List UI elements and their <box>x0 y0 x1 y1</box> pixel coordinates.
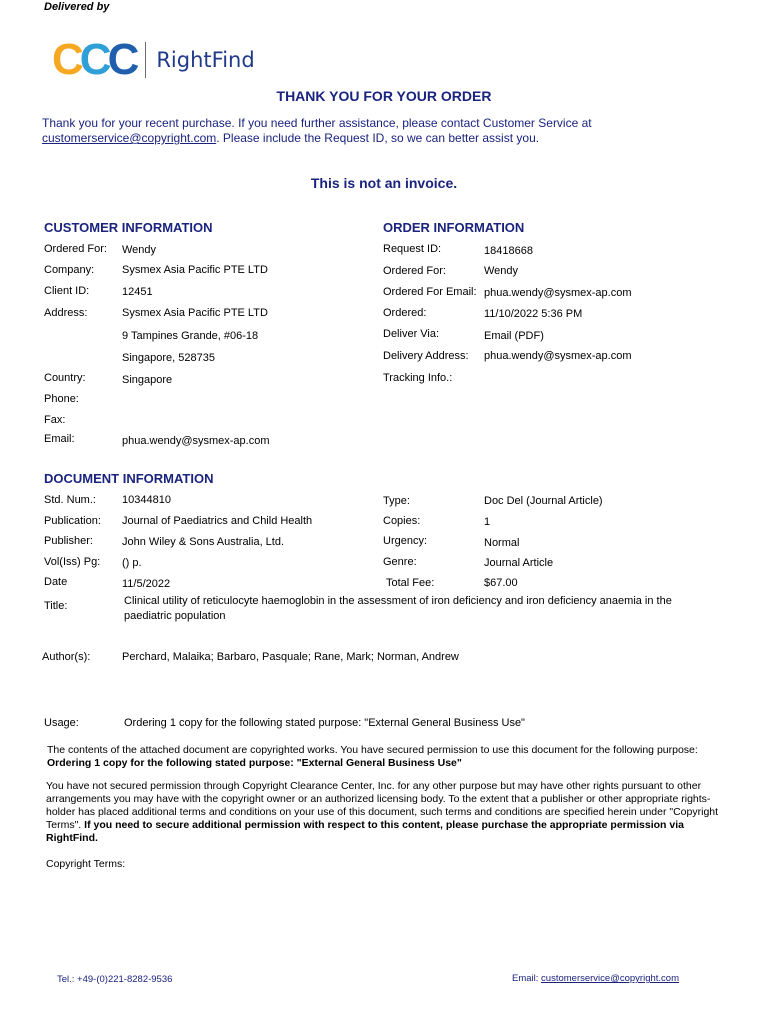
notice-purpose-bold: Ordering 1 copy for the following stated purpose: "External General Business Use" <box>47 757 462 769</box>
footer-email-link[interactable]: customerservice@copyright.com <box>541 973 679 984</box>
footer-telephone: Tel.: +49-(0)221-8282-9536 <box>57 974 173 985</box>
type-value: Doc Del (Journal Article) <box>484 495 603 507</box>
notice-rightfind-bold: If you need to secure additional permission with respect to this content, please purchase the appropriate permission via RightFind. <box>46 819 684 844</box>
copyright-permission-notice <box>47 744 715 770</box>
additional-permission-notice <box>46 780 730 845</box>
copies-label: Copies: <box>383 515 421 527</box>
total-fee-value: $67.00 <box>484 577 518 589</box>
ordered-date-label: Ordered: <box>383 307 427 319</box>
client-id-label: Client ID: <box>44 285 90 297</box>
tracking-info-label: Tracking Info.: <box>383 372 453 384</box>
intro-paragraph <box>42 116 732 146</box>
company-label: Company: <box>44 264 95 276</box>
fax-label: Fax: <box>44 414 66 426</box>
authors-label: Author(s): <box>42 651 91 663</box>
std-num-label: Std. Num.: <box>44 494 96 506</box>
genre-value: Journal Article <box>484 557 554 569</box>
title-label: Title: <box>44 600 68 612</box>
notice-text: The contents of the attached document are copyrighted works. You have secured permission to use this document for the following purpose: <box>47 744 698 756</box>
genre-label: Genre: <box>383 556 417 568</box>
country-value: Singapore <box>122 374 173 386</box>
address-line-3: Singapore, 528735 <box>122 352 215 364</box>
authors-value: Perchard, Malaika; Barbaro, Pasquale; Rane, Mark; Norman, Andrew <box>122 651 459 663</box>
not-invoice-notice: This is not an invoice. <box>310 175 458 191</box>
vol-iss-pg-value: () p. <box>122 557 142 569</box>
delivery-address-label: Delivery Address: <box>383 350 469 362</box>
date-label: Date <box>44 576 68 588</box>
ordered-for-email-label: Ordered For Email: <box>383 286 477 298</box>
copies-value: 1 <box>484 516 491 528</box>
document-title-value <box>124 594 724 624</box>
urgency-value: Normal <box>484 537 520 549</box>
address-line-2: 9 Tampines Grande, #06-18 <box>122 330 259 342</box>
intro-text-rest: . Please include the Request ID, so we can better assist you. <box>216 131 540 145</box>
request-id-value: 18418668 <box>484 245 533 257</box>
deliver-via-value: Email (PDF) <box>484 330 544 342</box>
ccc-logo-mark: C C C <box>52 35 136 84</box>
publisher-label: Publisher: <box>44 535 93 547</box>
customer-service-email-link[interactable]: customerservice@copyright.com <box>42 131 217 145</box>
document-info-heading: DOCUMENT INFORMATION <box>44 471 214 486</box>
country-label: Country: <box>44 372 86 384</box>
ordered-for-value: Wendy <box>122 244 157 256</box>
order-ordered-for-label: Ordered For: <box>383 265 446 277</box>
document-title-line-2: paediatric population <box>124 610 226 622</box>
client-id-value: 12451 <box>122 286 153 298</box>
document-title-line-1: Clinical utility of reticulocyte haemoglobin in the assessment of iron deficiency and iron deficiency anaemia in the <box>124 595 672 607</box>
logo-divider <box>145 42 146 78</box>
urgency-label: Urgency: <box>383 535 428 547</box>
request-id-label: Request ID: <box>383 243 442 255</box>
phone-label: Phone: <box>44 393 79 405</box>
order-info-heading: ORDER INFORMATION <box>383 220 525 235</box>
usage-label: Usage: <box>44 717 79 729</box>
customer-info-heading: CUSTOMER INFORMATION <box>44 220 213 235</box>
delivered-by-label: Delivered by <box>44 1 110 13</box>
logo-brand-text: RightFind <box>156 48 255 72</box>
address-line-1: Sysmex Asia Pacific PTE LTD <box>122 307 268 319</box>
delivery-address-value: phua.wendy@sysmex-ap.com <box>484 350 632 362</box>
intro-text: Thank you for your recent purchase. If you need further assistance, please contact Customer Service at <box>42 116 592 130</box>
vol-iss-pg-label: Vol(Iss) Pg: <box>44 556 101 568</box>
footer-email-label: Email: <box>512 973 542 984</box>
date-value: 11/5/2022 <box>122 578 171 590</box>
total-fee-label: Total Fee: <box>386 577 435 589</box>
order-ordered-for-value: Wendy <box>484 265 519 277</box>
email-value: phua.wendy@sysmex-ap.com <box>122 435 270 447</box>
publication-label: Publication: <box>44 515 101 527</box>
notice-text: You have not secured permission through Copyright Clearance Center, Inc. for any other purpose but may have other rights pursuant to other arrangements you may have with the copyright owner or an authorized licensing body. To the extent that a publisher or other appropriate rights-holder has placed additional terms and conditions on your use of this document, such terms and conditions are specified herein under "Copyright Terms". <box>46 780 719 831</box>
page-title: THANK YOU FOR YOUR ORDER <box>276 88 492 104</box>
address-label: Address: <box>44 307 88 319</box>
deliver-via-label: Deliver Via: <box>383 328 440 340</box>
std-num-value: 10344810 <box>122 494 171 506</box>
footer-email <box>512 973 679 984</box>
ordered-date-value: 11/10/2022 5:36 PM <box>484 308 583 320</box>
email-label: Email: <box>44 433 75 445</box>
company-value: Sysmex Asia Pacific PTE LTD <box>122 264 268 276</box>
usage-value: Ordering 1 copy for the following stated purpose: "External General Business Use" <box>124 717 525 729</box>
publication-value: Journal of Paediatrics and Child Health <box>122 515 313 527</box>
ordered-for-email-value: phua.wendy@sysmex-ap.com <box>484 287 632 299</box>
publisher-value: John Wiley & Sons Australia, Ltd. <box>122 536 285 548</box>
ccc-rightfind-logo <box>52 35 255 84</box>
type-label: Type: <box>383 495 410 507</box>
copyright-terms-label: Copyright Terms: <box>46 858 126 870</box>
ordered-for-label: Ordered For: <box>44 243 107 255</box>
